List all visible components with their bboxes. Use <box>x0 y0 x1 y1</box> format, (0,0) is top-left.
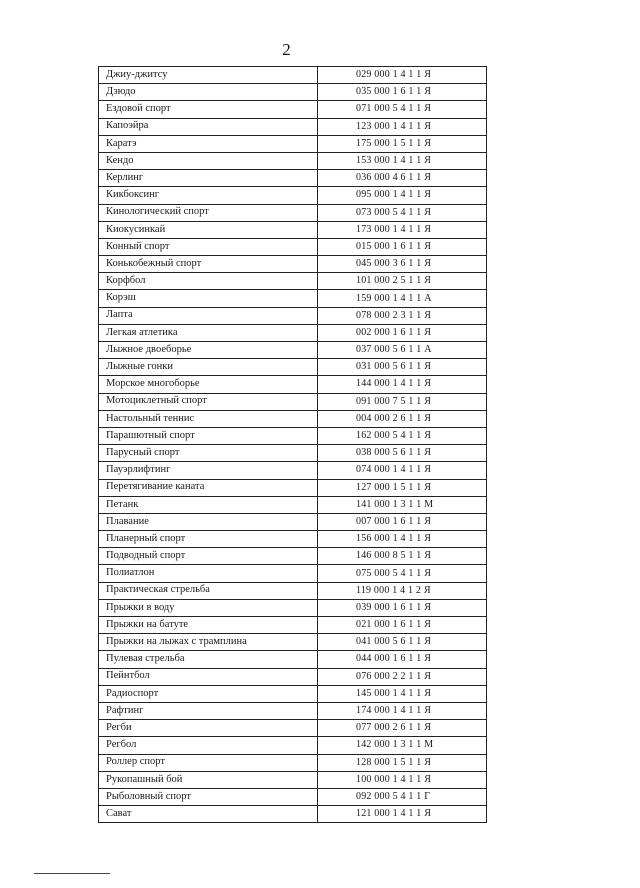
sport-name-cell: Прыжки в воду <box>99 599 318 616</box>
sport-name-cell: Кинологический спорт <box>99 204 318 221</box>
table-row <box>99 324 487 341</box>
sport-code-cell: 146 000 8 5 1 1 Я <box>318 548 487 565</box>
table-row <box>99 651 487 668</box>
table-row <box>99 238 487 255</box>
table-row <box>99 445 487 462</box>
sport-name-cell: Парусный спорт <box>99 445 318 462</box>
sport-code-cell: 156 000 1 4 1 1 Я <box>318 531 487 548</box>
sport-name-cell: Кикбоксинг <box>99 187 318 204</box>
sport-name-cell: Капоэйра <box>99 118 318 135</box>
table-row <box>99 702 487 719</box>
sport-name-cell: Пауэрлифтинг <box>99 462 318 479</box>
sport-code-cell: 153 000 1 4 1 1 Я <box>318 152 487 169</box>
table-row <box>99 788 487 805</box>
sport-name-cell: Корфбол <box>99 273 318 290</box>
sport-code-cell: 091 000 7 5 1 1 Я <box>318 393 487 410</box>
sport-name-cell: Подводный спорт <box>99 548 318 565</box>
table-row <box>99 410 487 427</box>
sport-code-cell: 035 000 1 6 1 1 Я <box>318 84 487 101</box>
sport-name-cell: Регби <box>99 720 318 737</box>
sport-code-cell: 101 000 2 5 1 1 Я <box>318 273 487 290</box>
sport-code-cell: 128 000 1 5 1 1 Я <box>318 754 487 771</box>
sport-name-cell: Лыжное двоеборье <box>99 342 318 359</box>
sport-name-cell: Настольный теннис <box>99 410 318 427</box>
table-row <box>99 496 487 513</box>
table-row <box>99 118 487 135</box>
sport-name-cell: Корэш <box>99 290 318 307</box>
table-row <box>99 668 487 685</box>
page-number: 2 <box>282 40 292 59</box>
sport-name-cell: Роллер спорт <box>99 754 318 771</box>
table-row <box>99 359 487 376</box>
table-row <box>99 84 487 101</box>
sport-name-cell: Радиоспорт <box>99 685 318 702</box>
sport-name-cell: Пулевая стрельба <box>99 651 318 668</box>
table-row <box>99 273 487 290</box>
table-row <box>99 101 487 118</box>
sport-name-cell: Пейнтбол <box>99 668 318 685</box>
sport-name-cell: Конный спорт <box>99 238 318 255</box>
table-row <box>99 531 487 548</box>
sport-name-cell: Рыболовный спорт <box>99 788 318 805</box>
table-row <box>99 221 487 238</box>
sport-name-cell: Практическая стрельба <box>99 582 318 599</box>
table-row <box>99 737 487 754</box>
table-row <box>99 617 487 634</box>
table-row <box>99 685 487 702</box>
table-row <box>99 548 487 565</box>
sport-name-cell: Каратэ <box>99 135 318 152</box>
sport-code-cell: 029 000 1 4 1 1 Я <box>318 67 487 84</box>
table-row <box>99 720 487 737</box>
table-row <box>99 462 487 479</box>
table-row <box>99 806 487 823</box>
sport-name-cell: Дзюдо <box>99 84 318 101</box>
sport-code-cell: 100 000 1 4 1 1 Я <box>318 771 487 788</box>
sport-code-cell: 121 000 1 4 1 1 Я <box>318 806 487 823</box>
sports-code-table <box>98 66 487 823</box>
table-row <box>99 634 487 651</box>
sport-name-cell: Лапта <box>99 307 318 324</box>
table-row <box>99 376 487 393</box>
sport-code-cell: 036 000 4 6 1 1 Я <box>318 170 487 187</box>
sport-code-cell: 074 000 1 4 1 1 Я <box>318 462 487 479</box>
sport-code-cell: 159 000 1 4 1 1 А <box>318 290 487 307</box>
table-row <box>99 565 487 582</box>
sport-code-cell: 145 000 1 4 1 1 Я <box>318 685 487 702</box>
table-row <box>99 307 487 324</box>
sport-code-cell: 073 000 5 4 1 1 Я <box>318 204 487 221</box>
table-row <box>99 170 487 187</box>
table-row <box>99 599 487 616</box>
sport-name-cell: Киокусинкай <box>99 221 318 238</box>
sport-name-cell: Конькобежный спорт <box>99 256 318 273</box>
table-row <box>99 135 487 152</box>
sport-name-cell: Прыжки на батуте <box>99 617 318 634</box>
sport-name-cell: Керлинг <box>99 170 318 187</box>
sport-code-cell: 123 000 1 4 1 1 Я <box>318 118 487 135</box>
sport-code-cell: 173 000 1 4 1 1 Я <box>318 221 487 238</box>
table-row <box>99 513 487 530</box>
table-row <box>99 479 487 496</box>
sport-code-cell: 038 000 5 6 1 1 Я <box>318 445 487 462</box>
sport-code-cell: 007 000 1 6 1 1 Я <box>318 513 487 530</box>
table-row <box>99 427 487 444</box>
sport-code-cell: 015 000 1 6 1 1 Я <box>318 238 487 255</box>
sport-name-cell: Ездовой спорт <box>99 101 318 118</box>
sport-code-cell: 045 000 3 6 1 1 Я <box>318 256 487 273</box>
sport-code-cell: 004 000 2 6 1 1 Я <box>318 410 487 427</box>
sport-code-cell: 041 000 5 6 1 1 Я <box>318 634 487 651</box>
sport-code-cell: 077 000 2 6 1 1 Я <box>318 720 487 737</box>
sport-code-cell: 071 000 5 4 1 1 Я <box>318 101 487 118</box>
sport-code-cell: 031 000 5 6 1 1 Я <box>318 359 487 376</box>
sport-code-cell: 078 000 2 3 1 1 Я <box>318 307 487 324</box>
sport-name-cell: Прыжки на лыжах с трамплина <box>99 634 318 651</box>
sport-code-cell: 075 000 5 4 1 1 Я <box>318 565 487 582</box>
table-row <box>99 187 487 204</box>
sport-name-cell: Рукопашный бой <box>99 771 318 788</box>
sport-code-cell: 174 000 1 4 1 1 Я <box>318 702 487 719</box>
sport-name-cell: Перетягивание каната <box>99 479 318 496</box>
sport-name-cell: Джиу-джитсу <box>99 67 318 84</box>
table-row <box>99 290 487 307</box>
sport-name-cell: Плавание <box>99 513 318 530</box>
footnote-rule <box>34 873 110 874</box>
sport-name-cell: Легкая атлетика <box>99 324 318 341</box>
sport-code-cell: 141 000 1 3 1 1 М <box>318 496 487 513</box>
table-row <box>99 771 487 788</box>
sport-name-cell: Петанк <box>99 496 318 513</box>
sport-name-cell: Парашютный спорт <box>99 427 318 444</box>
table-row <box>99 67 487 84</box>
sport-name-cell: Лыжные гонки <box>99 359 318 376</box>
sport-name-cell: Мотоциклетный спорт <box>99 393 318 410</box>
sport-code-cell: 002 000 1 6 1 1 Я <box>318 324 487 341</box>
table-row <box>99 256 487 273</box>
sport-code-cell: 142 000 1 3 1 1 М <box>318 737 487 754</box>
table-row <box>99 204 487 221</box>
table-row <box>99 152 487 169</box>
sport-name-cell: Морское многоборье <box>99 376 318 393</box>
sport-code-cell: 037 000 5 6 1 1 А <box>318 342 487 359</box>
sport-code-cell: 175 000 1 5 1 1 Я <box>318 135 487 152</box>
sport-code-cell: 021 000 1 6 1 1 Я <box>318 617 487 634</box>
sport-name-cell: Рафтинг <box>99 702 318 719</box>
table-body <box>99 67 487 823</box>
table-row <box>99 582 487 599</box>
sport-code-cell: 119 000 1 4 1 2 Я <box>318 582 487 599</box>
sport-code-cell: 127 000 1 5 1 1 Я <box>318 479 487 496</box>
table-row <box>99 754 487 771</box>
sport-name-cell: Регбол <box>99 737 318 754</box>
table-row <box>99 342 487 359</box>
table-row <box>99 393 487 410</box>
sport-name-cell: Планерный спорт <box>99 531 318 548</box>
sport-code-cell: 162 000 5 4 1 1 Я <box>318 427 487 444</box>
sport-code-cell: 092 000 5 4 1 1 Г <box>318 788 487 805</box>
sport-code-cell: 044 000 1 6 1 1 Я <box>318 651 487 668</box>
sport-code-cell: 144 000 1 4 1 1 Я <box>318 376 487 393</box>
sport-code-cell: 039 000 1 6 1 1 Я <box>318 599 487 616</box>
sport-code-cell: 076 000 2 2 1 1 Я <box>318 668 487 685</box>
sport-code-cell: 095 000 1 4 1 1 Я <box>318 187 487 204</box>
sport-name-cell: Кендо <box>99 152 318 169</box>
sport-name-cell: Полиатлон <box>99 565 318 582</box>
sport-name-cell: Сават <box>99 806 318 823</box>
